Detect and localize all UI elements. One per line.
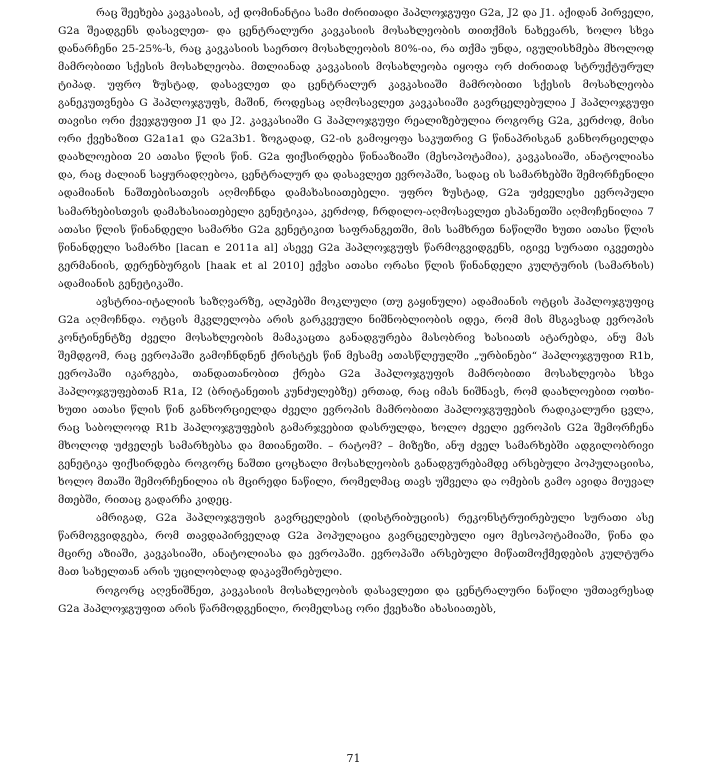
page-number: 71 [346,752,361,765]
document-page [58,4,654,739]
paragraph-3: ამრიგად, G2a ჰაპლოჯგუფის გავრცელების (დისტრიბუციის) რეკონსტრუირებული სურათი ასე წარმოგვიდგება, რომ თავდაპირველად G2a პოპულაცია გავრცელებული იყო მესოპოტამიაში, წინა და მცირე აზიაში, კავკასიაში, ანატოლიასა და ევროპაში. ევროპაში არსებული მიწათმოქმედების კულტურა მათ სახელთან არის უცილობლად დაკავშირებული. [58,512,654,579]
paragraph-4: როგორც აღვნიშნეთ, კავკასიის მოსახლეობის დასავლეთი და ცენტრალური ნაწილი უმთავრესად G2a ჰაპლოჯგუფით არის წარმოდგენილი, რომელსაც ორი ქვეხაზი ახასიათებს, [58,584,654,615]
paragraph-2: ავსტრია-იტალიის საზღვარზე, ალპებში მოკლული (თუ გაყინული) ადამიანის ოტცის ჰაპლოჯგუფიც G2a აღმოჩნდა. ოტცის მკვლელობა არის გარკვეული ნიშნობლიობის იდეა, რომ მის მსგავსად ევროპის კონტინენტზე ძველი მოსახლეობის მამაკაცთა განადგურება მასობრივ ხასიათს ატარებდა, ანუ მას შემდგომ, რაც ევროპაში გამოჩნდნენ ქრისტეს წინ მესამე ათასწლეულში „ურბინები“ ჰაპლოჯგუფით R1b, ევროპაში იკარგება, თანდათანობით ქრება G2a ჰაპლოჯგუფის მამრობითი მოსახლეობა სხვა ჰაპლოჯგუფებთან R1a, I2 (ბრიტანეთის კუნძულებზე) ერთად, რაც იმას ნიშნავს, რომ დაახლოებით ოთხი-ხუთი ათასი წლის წინ განხორციელდა ძველი ევროპის მამრობითი ჰაპლოჯგუფების რადიკალური ცვლა, რაც საბოლოოდ R1b ჰაპლოჯგუფების გამარჯვებით დასრულდა, ხოლო ძველი ევროპის G2a შემორჩენა მხოლოდ უძველეს სამარხებსა და მთიანეთში. – რატომ? – მიზეზი, ანუ ძველ სამარხებში ადგილობრივი გენეტიკა ფიქსირდება როგორც ნაშთი ცოცხალი მოსახლეობის განადგურებამდე არსებული პოპულაციისა, ხოლო მთაში შემორჩენილია ის მცირედი ნაწილი, რომელმაც თავს უშველა და ომების გამო ავიდა მიუვალ მთებში, რითაც გადარჩა კიდეც. [58,295,654,507]
paragraph-1: რაც შეეხება კავკასიას, აქ დომინანტია სამი ძირითადი ჰაპლოჯგუფი G2a, J2 და J1. აქიდან პირველი, G2a შეადგენს დასავლეთ- და ცენტრალური კავკასიის მოსახლეობის თითქმის ნახევარს, ხოლო სხვა დანარჩენი 25-25%-ს, რაც კავკასიის საერთო მოსახლეობის 80%-ია, რა თქმა უნდა, იგულისხმება მხოლოდ მამრობითი სქესის მოსახლეობა. მთლიანად კავკასიის მოსახლეობა იყოფა ორ ძირითად სტრუქტურულ ტიპად. უფრო ზუსტად, დასავლეთ და ცენტრალურ კავკასიაში მამრობითი სქესის მოსახლეობა განეკუთვნება G ჰაპლოჯგუფს, მაშინ, როდესაც აღმოსავლეთ კავკასიაში გავრცელებულია J ჰაპლოჯგუფი თავისი ორი ქვეჯგუფით J1 და J2. კავკასიაში G ჰაპლოჯგუფი რეალიზებულია როგორც G2a, კერძოდ, მისი ორი ქვეხაზით G2a1a1 და G2a3b1. ზოგადად, G2-ის გამოყოფა საკუთრივ G წინაპრისგან განხორციელდა დაახლოებით 20 ათასი წლის წინ. G2a ფიქსირდება წინააზიაში (მესოპოტამია), კავკასიაში, ანატოლიასა და, რაც ძალიან საყურადღებოა, ცენტრალურ და დასავლეთ ევროპაში, სადაც ის სამარხებში შემორჩენილი ადამიანის ნაშთებისათვის აღმოჩნდა დამახასიათებელი. უფრო ზუსტად, G2a უძველესი ევროპული სამარხებისთვის დამახასიათებელი გენეტიკაა, კერძოდ, ჩრდილო-აღმოსავლეთ ესპანეთში აღმოჩენილია 7 ათასი წლის წინანდელი სამარხი G2a გენეტიკით საფრანგეთში, მის სამხრეთ ნაწილში ხუთი ათასი წლის წინანდელი სამარხი [lacan e 2011a al] ასევე G2a ჰაპლოჯგუფს წარმოგვიდგენს, იგივე სურათი იკვეთება გერმანიის, დერენბურგის [haak et al 2010] ექვსი ათასი ორასი წლის წინანდელი კულტურის (სამარხის) ადამიანის გენეტიკაში. [58,7,654,290]
